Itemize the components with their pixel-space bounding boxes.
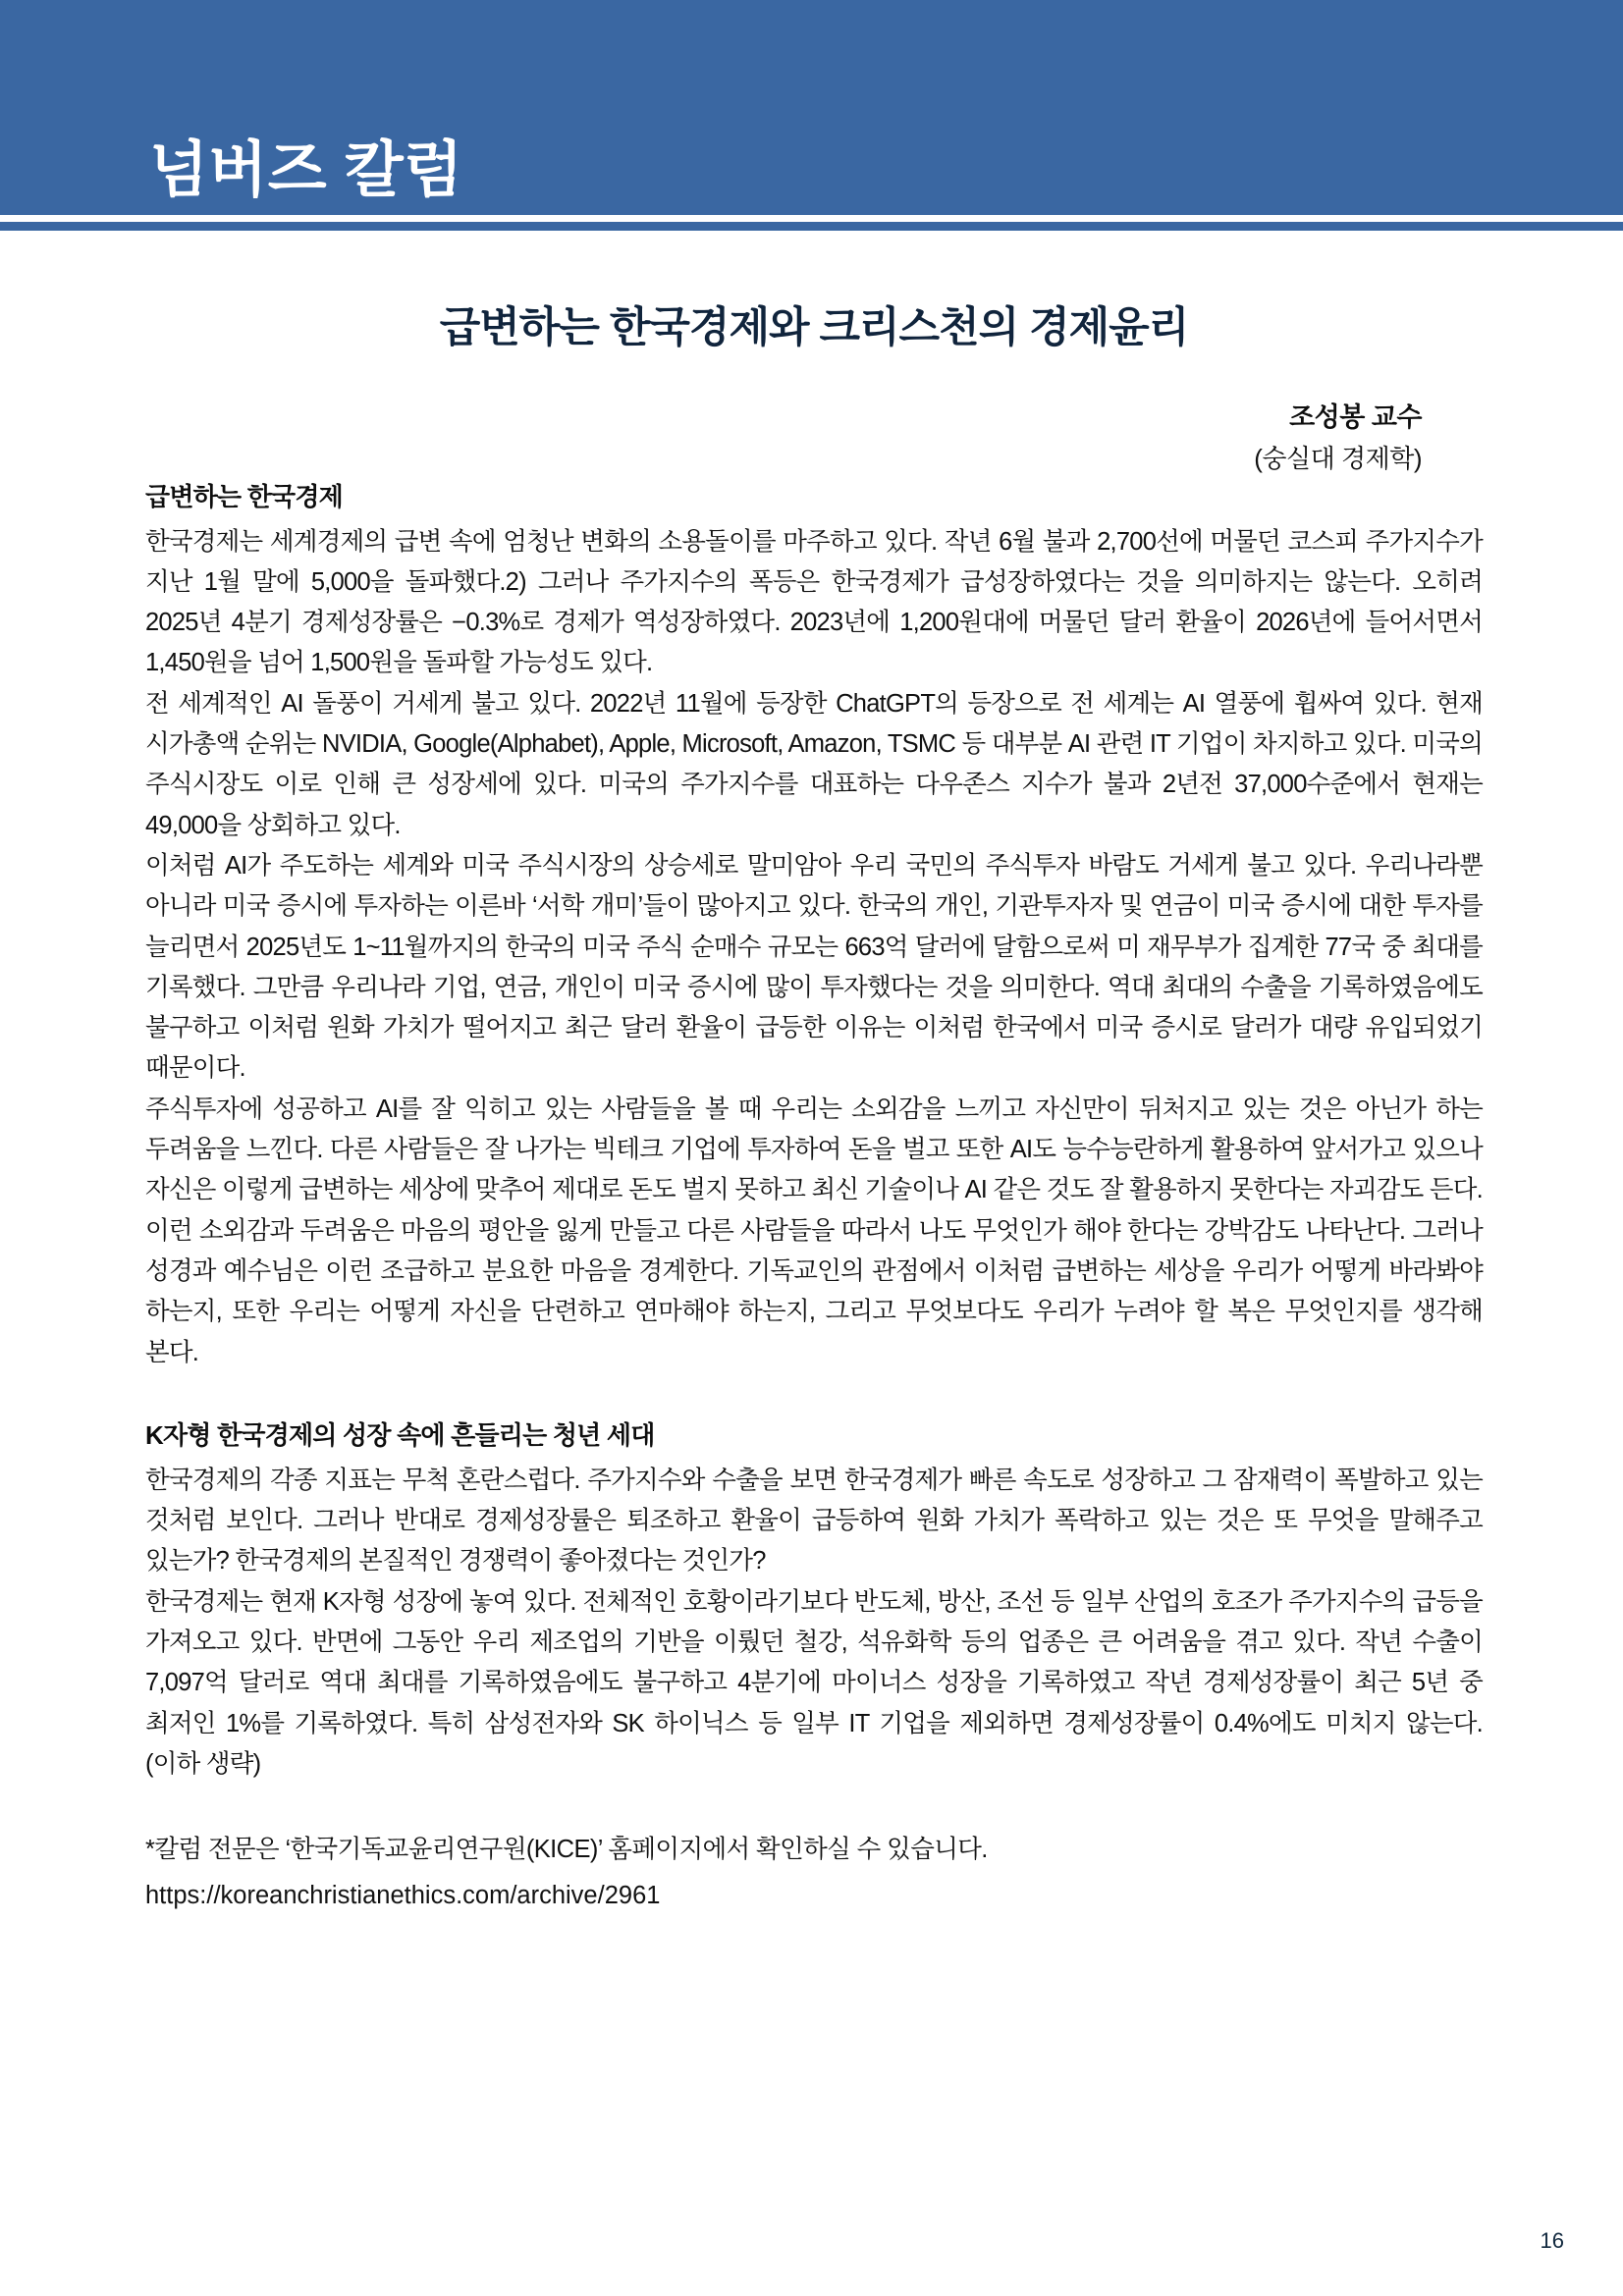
section-1-paragraph-4: 주식투자에 성공하고 AI를 잘 익히고 있는 사람들을 볼 때 우리는 소외감을 느끼고 자신만이 뒤처지고 있는 것은 아닌가 하는 두려움을 느낀다. 다른 사람들은 잘 나가는 빅테크 기업에 투자하여 돈을 벌고 또한 AI도 능수능란하게 활용하여 앞서가고 있으나 자신은 이렇게 급변하는 세상에 맞추어 제대로 돈도 벌지 못하고 최신 기술이나 AI 같은 것도 잘 활용하지 못한다는 자괴감도 든다. 이런 소외감과 두려움은 마음의 평안을 잃게 만들고 다른 사람들을 따라서 나도 무엇인가 해야 한다는 강박감도 나타난다. 그러나 성경과 예수님은 이런 조급하고 분요한 마음을 경계한다. 기독교인의 관점에서 이처럼 급변하는 세상을 우리가 어떻게 바라봐야 하는지, 또한 우리는 어떻게 자신을 단련하고 연마해야 하는지, 그리고 무엇보다도 우리가 누려야 할 복은 무엇인지를 생각해 본다. [145, 1095, 1483, 1366]
article-content [145, 267, 1483, 1917]
article-title: 급변하는 한국경제와 크리스천의 경제윤리 [439, 304, 1189, 351]
section-2 [145, 1416, 1483, 1785]
section-2-paragraph-2: 한국경제는 현재 K자형 성장에 놓여 있다. 전체적인 호황이라기보다 반도체, 방산, 조선 등 일부 산업의 호조가 주가지수의 급등을 가져오고 있다. 반면에 그동안 우리 제조업의 기반을 이뤘던 철강, 석유화학 등의 업종은 큰 어려움을 겪고 있다. 작년 수출이 7,097억 달러로 역대 최대를 기록하였음에도 불구하고 4분기에 마이너스 성장을 기록하였고 작년 경제성장률이 최근 5년 중 최저인 1%를 기록하였다. 특히 삼성전자와 SK 하이닉스 등 일부 IT 기업을 제외하면 경제성장률이 0.4%에도 미치지 않는다. (이하 생략) [145, 1587, 1483, 1778]
banner-title: 넘버즈 칼럼 [149, 136, 463, 204]
header-banner [0, 0, 1623, 215]
section-2-heading: K자형 한국경제의 성장 속에 흔들리는 청년 세대 [145, 1419, 655, 1450]
section-1-paragraph-1: 한국경제는 세계경제의 급변 속에 엄청난 변화의 소용돌이를 마주하고 있다. 작년 6월 불과 2,700선에 머물던 코스피 주가지수가 지난 1월 말에 5,000을 돌파했다.2) 그러나 주가지수의 폭등은 한국경제가 급성장하였다는 것을 의미하지는 않는다. 오히려 2025년 4분기 경제성장률은 −0.3%로 경제가 역성장하였다. 2023년에 1,200원대에 머물던 달러 환율이 2026년에 들어서면서 1,450원을 넘어 1,500원을 돌파할 가능성도 있다. [145, 527, 1483, 677]
author-affiliation: (숭실대 경제학) [1254, 443, 1422, 473]
section-1-paragraph-3: 이처럼 AI가 주도하는 세계와 미국 주식시장의 상승세로 말미암아 우리 국민의 주식투자 바람도 거세게 불고 있다. 우리나라뿐 아니라 미국 증시에 투자하는 이른바 ‘서학 개미’들이 많아지고 있다. 한국의 개인, 기관투자자 및 연금이 미국 증시에 대한 투자를 늘리면서 2025년도 1~11월까지의 한국의 미국 주식 순매수 규모는 663억 달러에 달함으로써 미 재무부가 집계한 77국 중 최대를 기록했다. 그만큼 우리나라 기업, 연금, 개인이 미국 증시에 많이 투자했다는 것을 의미한다. 역대 최대의 수출을 기록하였음에도 불구하고 이처럼 원화 가치가 떨어지고 최근 달러 환율이 급등한 이유는 이처럼 한국에서 미국 증시로 달러가 대량 유입되었기 때문이다. [145, 851, 1483, 1083]
byline [145, 399, 1483, 478]
author-name: 조성봉 교수 [1289, 401, 1422, 432]
section-1-heading: 급변하는 한국경제 [145, 481, 343, 511]
section-2-paragraph-1: 한국경제의 각종 지표는 무척 혼란스럽다. 주가지수와 수출을 보면 한국경제가 빠른 속도로 성장하고 그 잠재력이 폭발하고 있는 것처럼 보인다. 그러나 반대로 경제성장률은 퇴조하고 환율이 급등하여 원화 가치가 폭락하고 있는 것은 또 무엇을 말해주고 있는가? 한국경제의 본질적인 경쟁력이 좋아졌다는 것인가? [145, 1466, 1483, 1575]
header-divider-rule [0, 222, 1623, 231]
source-note-url[interactable]: https://koreanchristianethics.com/archive/2961 [145, 1882, 661, 1910]
source-note-block [145, 1830, 1483, 1917]
page-number: 16 [1540, 2228, 1564, 2253]
source-note-text: *칼럼 전문은 ‘한국기독교윤리연구원(KICE)’ 홈페이지에서 확인하실 수 있습니다. [145, 1836, 988, 1864]
section-1-paragraph-2: 전 세계적인 AI 돌풍이 거세게 불고 있다. 2022년 11월에 등장한 ChatGPT의 등장으로 전 세계는 AI 열풍에 휩싸여 있다. 현재 시가총액 순위는 NVIDIA, Google(Alphabet), Apple, Microsoft, Amazon, TSMC 등 대부분 AI 관련 IT 기업이 차지하고 있다. 미국의 주식시장도 이로 인해 큰 성장세에 있다. 미국의 주가지수를 대표하는 다우존스 지수가 불과 2년전 37,000수준에서 현재는 49,000을 상회하고 있다. [145, 689, 1483, 839]
section-1 [145, 478, 1483, 1373]
